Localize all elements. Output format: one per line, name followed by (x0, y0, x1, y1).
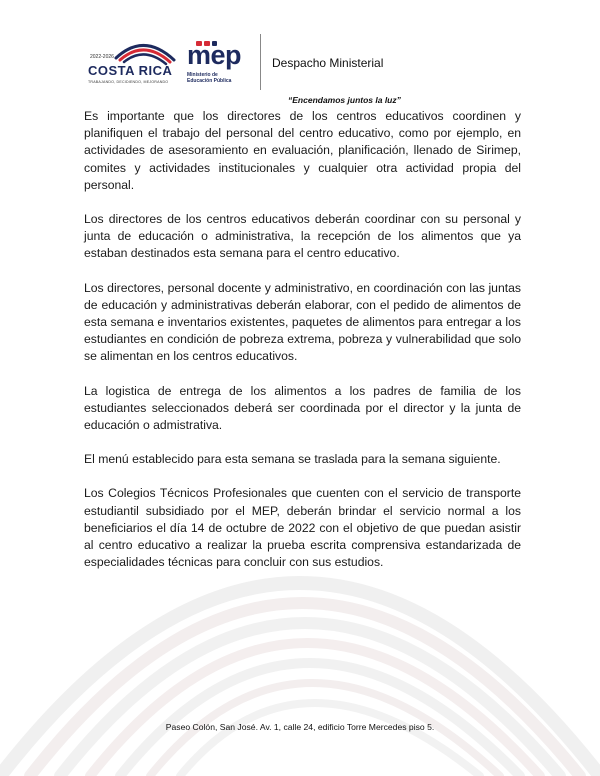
footer-address: Paseo Colón, San José. Av. 1, calle 24, edificio Torre Mercedes piso 5. (165, 722, 435, 732)
paragraph: Es importante que los directores de los centros educativos coordinen y planifiquen el trabajo del personal del centro educativo, como por ejemplo, en actividades de asesoramiento en evaluación, planificación, llenado de Sirimep, comites y actividades institucionales y cualquier otra actividad propia del personal. (84, 109, 521, 192)
ministry-logo-subtitle (187, 72, 247, 84)
letterhead (0, 0, 600, 110)
country-logo-name: COSTA RICA (88, 63, 173, 78)
paragraph: Los Colegios Técnicos Profesionales que cuenten con el servicio de transporte estudiantil subsidiado por el MEP, deberán brindar el servicio normal a los beneficiarios el día 14 de octubre de 2022 con el objetivo de que puedan asistir al centro educativo a realizar la prueba escrita comprensiva estandarizada de especialidades técnicas para concluir con sus estudios. (84, 486, 521, 570)
paragraph: El menú establecido para esta semana se traslada para la semana siguiente. (84, 452, 501, 467)
country-logo-year: 2022-2026 (90, 54, 114, 60)
ministry-logo-subtitle-line2: Educación Pública (187, 78, 232, 84)
costa-rica-flag-arc-icon (86, 36, 178, 86)
ministry-logo-wordmark: mep (187, 40, 242, 70)
ministry-logo-subtitle-line1: Ministerio de (187, 72, 218, 78)
paragraph: Los directores, personal docente y administrativo, en coordinación con las juntas de educación y administrativas deberán elaborar, con el pedido de alimentos de esta semana e inventarios existentes, paquetes de alimentos para entregar a los estudiantes en condición de pobreza extrema, pobreza y vulnerabilidad que solo se alimentan en los centros educativos. (84, 280, 521, 364)
motto: “Encendamos juntos la luz” (288, 95, 401, 105)
paragraph: Los directores de los centros educativos deberán coordinar con su personal y junta de educación o administrativa, la recepción de los alimentos que ya estaban destinados esta semana para el centro educativo. (84, 212, 521, 261)
header-divider (260, 34, 261, 90)
document-body (84, 108, 521, 588)
country-logo-tagline: TRABAJANDO, DECIDIENDO, MEJORANDO (88, 80, 169, 84)
office-name: Despacho Ministerial (272, 56, 384, 70)
paragraph: La logistica de entrega de los alimentos a los padres de familia de los estudiantes seleccionados deberá ser coordinada por el director y la junta de educación o admistrativa. (84, 383, 521, 433)
